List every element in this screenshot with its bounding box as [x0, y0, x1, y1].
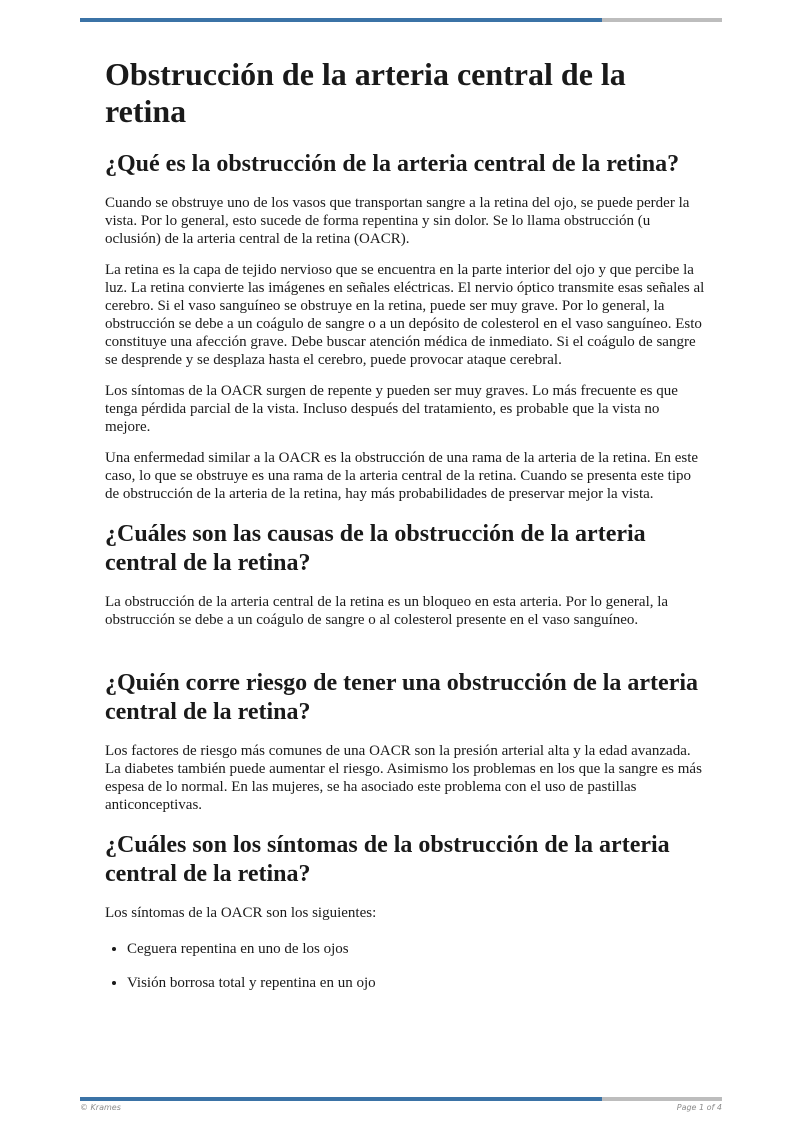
section-what-is [105, 150, 705, 503]
header-rule [80, 18, 722, 22]
header-rule-accent [80, 18, 602, 22]
paragraph: Una enfermedad similar a la OACR es la obstrucción de una rama de la arteria de la retina. En este caso, lo que se obstruye es una rama de la arteria central de la retina. Cuando se presenta este tipo de obstrucción de la arteria de la retina, hay más probabilidades de preservar mejor la vista. [105, 450, 699, 502]
list-item: • Visión borrosa total y repentina en un ojo [127, 974, 705, 992]
paragraph: Los síntomas de la OACR surgen de repente y pueden ser muy graves. Lo más frecuente es que tenga pérdida parcial de la vista. Incluso después del tratamiento, es probable que la vista no mejore. [105, 383, 678, 435]
paragraph: La obstrucción de la arteria central de la retina es un bloqueo en esta arteria. Por lo general, la obstrucción se debe a un coágulo de sangre o al colesterol presente en el vaso sanguíneo. [105, 594, 669, 628]
section-heading: ¿Qué es la obstrucción de la arteria central de la retina? [105, 151, 680, 177]
copyright-text: © Krames [80, 1103, 121, 1112]
section-heading: ¿Cuáles son los síntomas de la obstrucción de la arteria central de la retina? [105, 832, 670, 887]
section-heading: ¿Quién corre riesgo de tener una obstrucción de la arteria central de la retina? [105, 670, 699, 725]
page-title: Obstrucción de la arteria central de la retina [105, 56, 626, 129]
section-symptoms [105, 831, 705, 992]
paragraph: Cuando se obstruye uno de los vasos que transportan sangre a la retina del ojo, se puede perder la vista. Por lo general, esto sucede de forma repentina y sin dolor. Se lo llama obstrucción (u oclusión) de la arteria central de la retina (OACR). [105, 195, 690, 247]
list-item: • Ceguera repentina en uno de los ojos [127, 940, 705, 958]
paragraph: La retina es la capa de tejido nervioso que se encuentra en la parte interior del ojo y que percibe la luz. La retina convierte las imágenes en señales eléctricas. El nervio óptico transmite esas señales al cerebro. Si el vaso sanguíneo se obstruye en la retina, puede ser muy grave. Por lo general, la obstrucción se debe a un coágulo de sangre o a un depósito de colesterol en el vaso sanguíneo. Esto constituye una afección grave. Debe buscar atención médica de inmediato. Si el coágulo de sangre se desprende y se desplaza hasta el cerebro, puede provocar ataque cerebral. [105, 262, 705, 368]
paragraph: Los factores de riesgo más comunes de una OACR son la presión arterial alta y la edad avanzada. La diabetes también puede aumentar el riesgo. Asimismo los problemas en los que la sangre es más espesa de lo normal. En las mujeres, se ha asociado este problema con el uso de pastillas anticonceptivas. [105, 743, 702, 813]
symptom-list [105, 940, 705, 992]
footer-rule-accent [80, 1097, 602, 1101]
section-risk [105, 669, 705, 814]
section-causes [105, 520, 705, 629]
section-heading: ¿Cuáles son las causas de la obstrucción de la arteria central de la retina? [105, 521, 646, 576]
page-number: Page 1 of 4 [676, 1103, 722, 1112]
article [105, 56, 705, 1008]
footer-rule [80, 1097, 722, 1101]
paragraph: Los síntomas de la OACR son los siguientes: [105, 905, 377, 921]
